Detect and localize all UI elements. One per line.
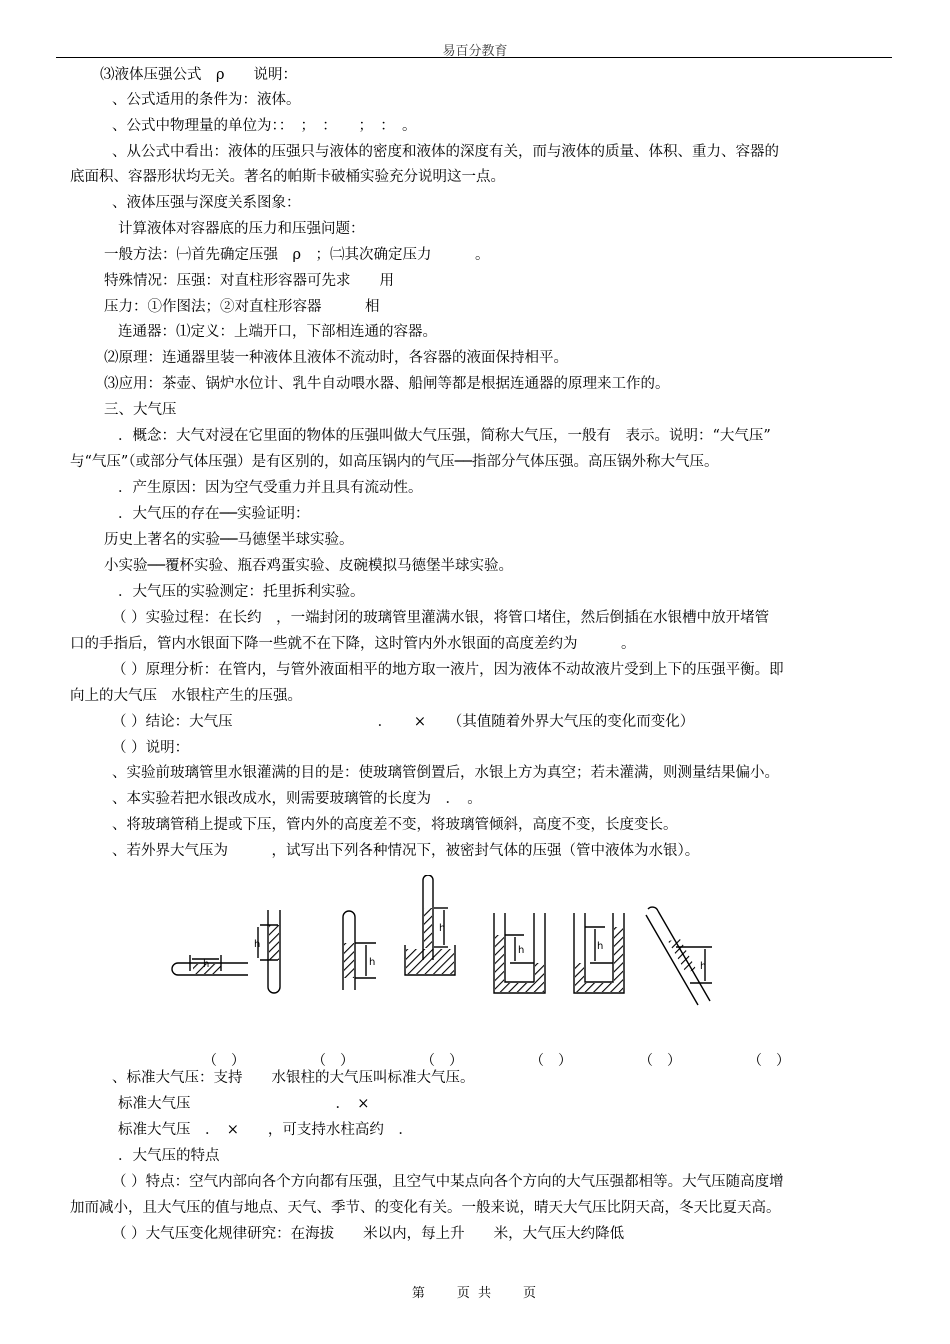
text-line: 小实验──覆杯实验、瓶吞鸡蛋实验、皮碗模拟马德堡半球实验。 [104, 558, 513, 574]
text-line: （ ）结论：大气压 ． × （其值随着外界大气压的变化而变化） [112, 714, 695, 730]
text-line: 口的手指后，管内水银面下降一些就不在下降，这时管内外水银面的高度差约为 。 [70, 636, 636, 652]
text-line: 、液体压强与深度关系图象： [112, 195, 301, 211]
text-line: 特殊情况：压强：对直柱形容器可先求 用 [104, 273, 394, 289]
h-label: h [203, 959, 210, 970]
text-line: （ ）大气压变化规律研究：在海拔 米以内，每上升 米，大气压大约降低 [112, 1226, 625, 1242]
text-line: 与“气压”（或部分气体压强）是有区别的，如高压锅内的气压──指部分气体压强。高压锅外称大气压。 [70, 454, 719, 470]
text-line: 标准大气压 ． × ，可支持水柱高约 ． [118, 1122, 421, 1138]
text-line: 、实验前玻璃管里水银灌满的目的是：使玻璃管倒置后，水银上方为真空；若未灌满，则测量结果偏小。 [112, 765, 779, 781]
text-line: 、将玻璃管稍上提或下压，管内外的高度差不变，将玻璃管倾斜，高度不变，长度变长。 [112, 817, 678, 833]
text-line: ．大气压的存在──实验证明： [118, 506, 310, 522]
text-line: ⑶液体压强公式 ρ 说明： [100, 67, 298, 83]
h-label: h [700, 961, 707, 972]
text-line: ⑵原理：连通器里装一种液体且液体不流动时，各容器的液面保持相平。 [104, 350, 568, 366]
text-line: 、本实验若把水银改成水，则需要玻璃管的长度为 ． 。 [112, 791, 482, 807]
tube-diagrams [150, 875, 750, 1035]
text-line: ．大气压的实验测定：托里拆利实验。 [118, 584, 365, 600]
header-rule [56, 57, 892, 58]
text-line: （ ）原理分析：在管内，与管外液面相平的地方取一液片，因为液体不动故液片受到上下的压强平衡。即 [112, 662, 784, 678]
answer-mark-4: （ ） [530, 1053, 572, 1069]
text-line: 三、大气压 [104, 402, 177, 418]
text-line: 、公式中物理量的单位为：： ； ： ； ： 。 [112, 118, 417, 134]
page-header: 易百分教育 [442, 44, 508, 59]
text-line: （ ）实验过程：在长约 ，一端封闭的玻璃管里灌满水银，将管口堵住，然后倒插在水银槽中放开堵管 [112, 610, 770, 626]
text-line: 历史上著名的实验──马德堡半球实验。 [104, 532, 354, 548]
h-label: h [369, 957, 376, 968]
text-line: 压力：①作图法；②对直柱形容器 相 [104, 299, 380, 315]
text-line: ．大气压的特点 [118, 1148, 220, 1164]
text-line: 一般方法：㈠首先确定压强 ρ ；㈡其次确定压力 。 [104, 247, 490, 263]
h-label: h [518, 945, 525, 956]
text-line: 、公式适用的条件为：液体。 [112, 92, 301, 108]
text-line: ．概念：大气对浸在它里面的物体的压强叫做大气压强，简称大气压，一般有 表示。说明：“大气压” [118, 428, 771, 444]
answer-mark-2: （ ） [312, 1053, 354, 1069]
text-line: 连通器：⑴定义：上端开口，下部相连通的容器。 [118, 324, 437, 340]
answer-mark-5: （ ） [639, 1053, 681, 1069]
page-footer: 第 页 共 页 [411, 1286, 539, 1301]
h-label: h [439, 923, 446, 934]
h-label: h [597, 941, 604, 952]
text-line: 底面积、容器形状均无关。著名的帕斯卡破桶实验充分说明这一点。 [70, 169, 505, 185]
text-line: 、若外界大气压为 ，试写出下列各种情况下，被密封气体的压强（管中液体为水银）。 [112, 843, 700, 859]
text-line: 、标准大气压：支持 水银柱的大气压叫标准大气压。 [112, 1070, 475, 1086]
text-line: 向上的大气压 水银柱产生的压强。 [70, 688, 302, 704]
answer-mark-6: （ ） [748, 1053, 790, 1069]
answer-mark-1: （ ） [203, 1053, 245, 1069]
text-line: 、从公式中看出：液体的压强只与液体的密度和液体的深度有关，而与液体的质量、体积、重力、容器的 [112, 144, 779, 160]
text-line: 计算液体对容器底的压力和压强问题： [118, 221, 365, 237]
text-line: ．产生原因：因为空气受重力并且具有流动性。 [118, 480, 423, 496]
text-line: （ ）说明： [112, 740, 190, 756]
answer-mark-3: （ ） [421, 1053, 463, 1069]
h-label: h [254, 939, 261, 950]
text-line: 标准大气压 ． × [118, 1096, 370, 1112]
text-line: ⑶应用：茶壶、锅炉水位计、乳牛自动喂水器、船闸等都是根据连通器的原理来工作的。 [104, 376, 670, 392]
text-line: （ ）特点：空气内部向各个方向都有压强，且空气中某点向各个方向的大气压强都相等。大气压随高度增 [112, 1174, 784, 1190]
text-line: 加而减小，且大气压的值与地点、天气、季节、的变化有关。一般来说，晴天大气压比阴天高，冬天比夏天高。 [70, 1200, 781, 1216]
